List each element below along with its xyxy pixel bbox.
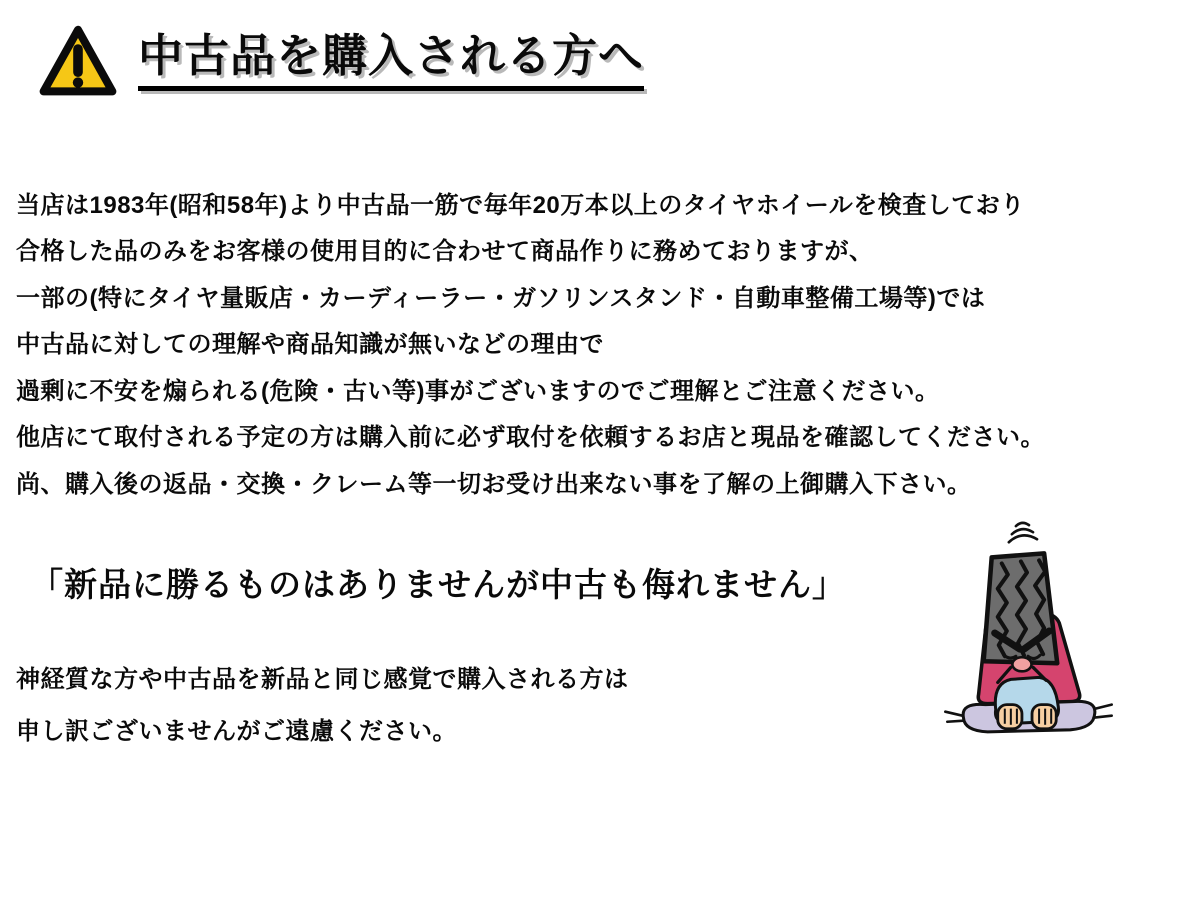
notice-line: 一部の(特にタイヤ量販店・カーディーラー・ガソリンスタンド・自動車整備工場等)では bbox=[16, 284, 986, 312]
notice-body bbox=[16, 179, 1076, 505]
warning-icon bbox=[38, 22, 118, 100]
notice-line: 合格した品のみをお客様の使用目的に合わせて商品作りに務めておりますが、 bbox=[16, 238, 874, 266]
closing-paragraph bbox=[16, 650, 776, 754]
header bbox=[38, 22, 644, 100]
mascot-nose bbox=[1012, 657, 1031, 671]
mascot-motion-lines-icon bbox=[1009, 523, 1037, 542]
notice-line: 当店は1983年(昭和58年)より中古品一筋で毎年20万本以上のタイヤホイールを検査しており bbox=[16, 191, 1025, 219]
quote-text: 「新品に勝るものはありませんが中古も侮れません」 bbox=[30, 565, 846, 603]
page-title: 中古品を購入される方へ bbox=[138, 31, 644, 91]
closing-line: 申し訳ございませんがご遠慮ください。 bbox=[16, 717, 457, 745]
closing-line: 神経質な方や中古品を新品と同じ感覚で購入される方は bbox=[16, 665, 629, 693]
notice-line: 中古品に対しての理解や商品知識が無いなどの理由で bbox=[16, 331, 604, 359]
bowing-mascot-illustration bbox=[933, 510, 1125, 752]
notice-line: 過剰に不安を煽られる(危険・古い等)事がございますのでご理解とご注意ください。 bbox=[16, 377, 940, 405]
notice-line: 他店にて取付される予定の方は購入前に必ず取付を依頼するお店と現品を確認してください。 bbox=[16, 424, 1045, 452]
exclamation-dot bbox=[73, 77, 83, 87]
notice-line: 尚、購入後の返品・交換・クレーム等一切お受け出来ない事を了解の上御購入下さい。 bbox=[16, 470, 972, 498]
